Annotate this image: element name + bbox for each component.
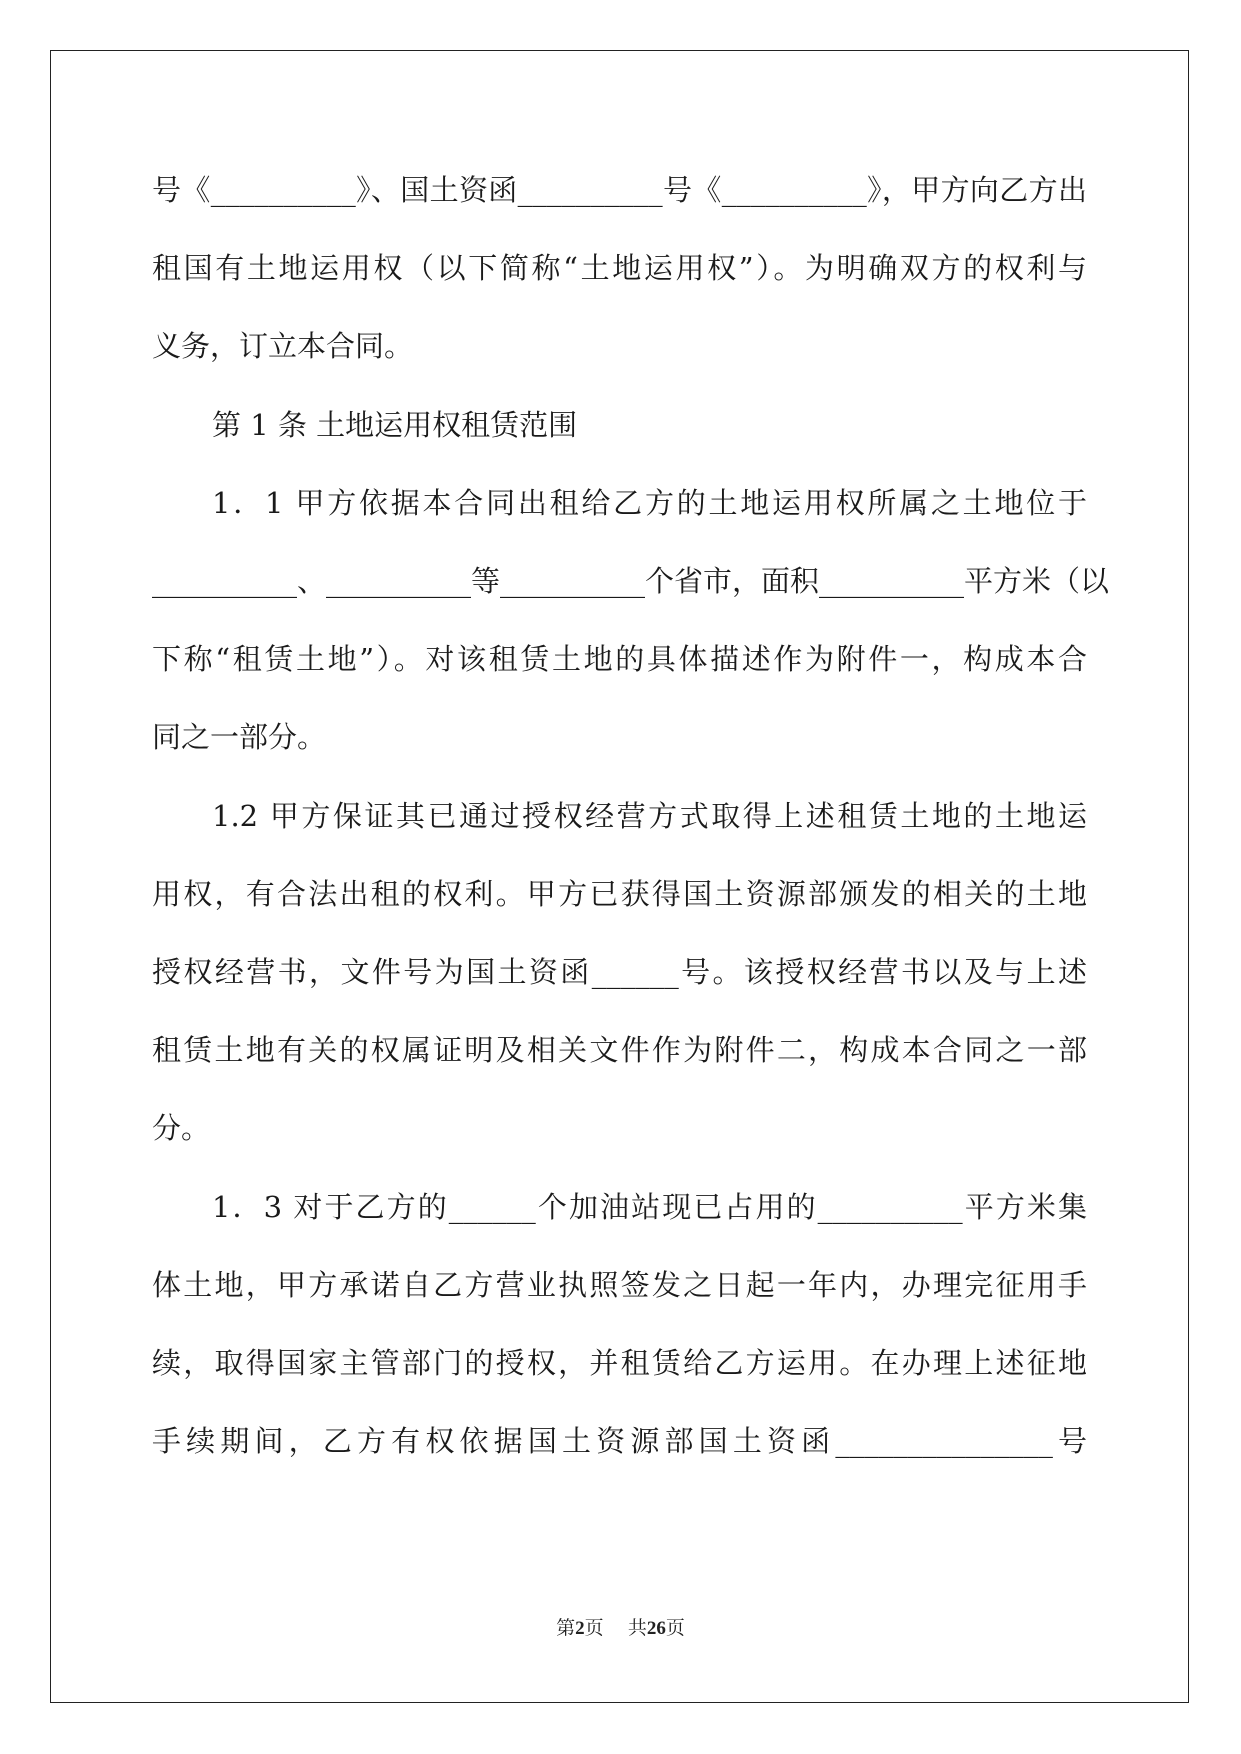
article-1-heading: 第 1 条 土地运用权租赁范围	[212, 408, 578, 442]
page-suffix: 页	[584, 1617, 604, 1639]
clause-1-2-line-1: 1.2 甲方保证其已通过授权经营方式取得上述租赁土地的土地运	[212, 799, 1087, 833]
page-number: 2	[575, 1618, 585, 1639]
clause-1-1-line-3: 下称“租赁土地”）。对该租赁土地的具体描述作为附件一，构成本合	[152, 642, 1087, 676]
clause-1-3-line-2: 体土地，甲方承诺自乙方营业执照签发之日起一年内，办理完征用手	[152, 1268, 1087, 1302]
body-line-3: 义务，订立本合同。	[152, 329, 414, 363]
clause-1-2-line-2: 用权，有合法出租的权利。甲方已获得国土资源部颁发的相关的土地	[152, 877, 1087, 911]
page-prefix: 第	[556, 1617, 576, 1639]
clause-1-3-line-3: 续，取得国家主管部门的授权，并租赁给乙方运用。在办理上述征地	[152, 1346, 1087, 1380]
clause-1-3-line-4: 手续期间，乙方有权依据国土资源部国土资函_______________号	[152, 1424, 1087, 1458]
clause-1-2-line-3: 授权经营书，文件号为国土资函______号。该授权经营书以及与上述	[152, 955, 1087, 989]
page-footer	[0, 1613, 1241, 1640]
clause-1-1-line-2: __________、__________等__________个省市，面积__________平方米（以	[152, 564, 1110, 598]
clause-1-2-line-4: 租赁土地有关的权属证明及相关文件作为附件二，构成本合同之一部	[152, 1033, 1087, 1067]
body-line-1: 号《__________》、国土资函__________号《__________》，甲方向乙方出	[152, 173, 1087, 207]
total-prefix: 共	[627, 1617, 647, 1639]
body-line-2: 租国有土地运用权（以下简称“土地运用权”）。为明确双方的权利与	[152, 251, 1087, 285]
total-suffix: 页	[665, 1617, 685, 1639]
clause-1-2-line-5: 分。	[152, 1111, 211, 1145]
total-pages: 26	[646, 1618, 666, 1639]
clause-1-1-line-4: 同之一部分。	[152, 720, 327, 754]
clause-1-1-line-1: 1．1 甲方依据本合同出租给乙方的土地运用权所属之土地位于	[212, 486, 1087, 520]
clause-1-3-line-1: 1．3 对于乙方的______个加油站现已占用的__________平方米集	[212, 1190, 1087, 1224]
